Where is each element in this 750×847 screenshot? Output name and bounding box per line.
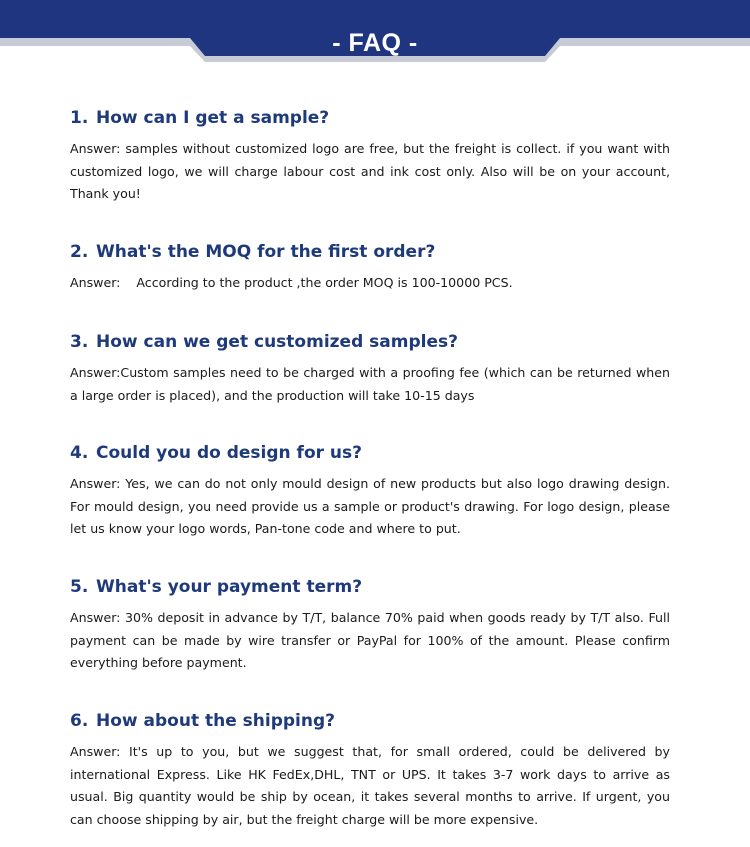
faq-question bbox=[70, 573, 670, 601]
faq-number: 5. bbox=[70, 577, 89, 597]
faq-question bbox=[70, 238, 670, 266]
faq-question-text: What's your payment term? bbox=[96, 577, 363, 597]
faq-number: 6. bbox=[70, 711, 89, 731]
faq-question-text: What's the MOQ for the first order? bbox=[96, 242, 436, 262]
faq-number: 4. bbox=[70, 443, 89, 463]
faq-question bbox=[70, 328, 670, 356]
faq-answer: Answer:Custom samples need to be charged with a proofing fee (which can be returned when a large order is placed), and the production will take 10-15 days bbox=[70, 365, 670, 403]
faq-question-text: How about the shipping? bbox=[96, 711, 336, 731]
faq-item bbox=[70, 238, 670, 295]
faq-number: 3. bbox=[70, 332, 89, 352]
faq-question bbox=[70, 707, 670, 735]
faq-item bbox=[70, 707, 670, 831]
faq-answer: Answer: 30% deposit in advance by T/T, balance 70% paid when goods ready by T/T also. Full payment can be made by wire transfer or PayPal for 100% of the amount. Please confirm everything before payment. bbox=[70, 610, 670, 671]
faq-item bbox=[70, 104, 670, 206]
faq-answer: Answer: samples without customized logo are free, but the freight is collect. if you want with customized logo, we will charge labour cost and ink cost only. Also will be on your account, Thank you! bbox=[70, 141, 670, 202]
faq-question bbox=[70, 439, 670, 467]
faq-question-text: Could you do design for us? bbox=[96, 443, 363, 463]
faq-item bbox=[70, 573, 670, 675]
faq-item bbox=[70, 328, 670, 407]
faq-number: 1. bbox=[70, 108, 89, 128]
faq-header-banner bbox=[0, 0, 750, 64]
faq-question-text: How can we get customized samples? bbox=[96, 332, 458, 352]
faq-question bbox=[70, 104, 670, 132]
faq-answer: Answer: According to the product ,the order MOQ is 100-10000 PCS. bbox=[70, 275, 513, 290]
faq-answer: Answer: It's up to you, but we suggest that, for small ordered, could be delivered by international Express. Like HK FedEx,DHL, TNT or UPS. It takes 3-7 work days to arrive as usual. Big quantity would be ship by ocean, it takes several months to arrive. If urgent, you can choose shipping by air, but the freight charge will be more expensive. bbox=[70, 744, 670, 827]
faq-item bbox=[70, 439, 670, 541]
faq-number: 2. bbox=[70, 242, 89, 262]
page-title: - FAQ - bbox=[332, 29, 418, 57]
faq-question-text: How can I get a sample? bbox=[96, 108, 330, 128]
faq-answer: Answer: Yes, we can do not only mould design of new products but also logo drawing design. For mould design, you need provide us a sample or product's drawing. For logo design, please let us know your logo words, Pan-tone code and where to put. bbox=[70, 476, 670, 537]
